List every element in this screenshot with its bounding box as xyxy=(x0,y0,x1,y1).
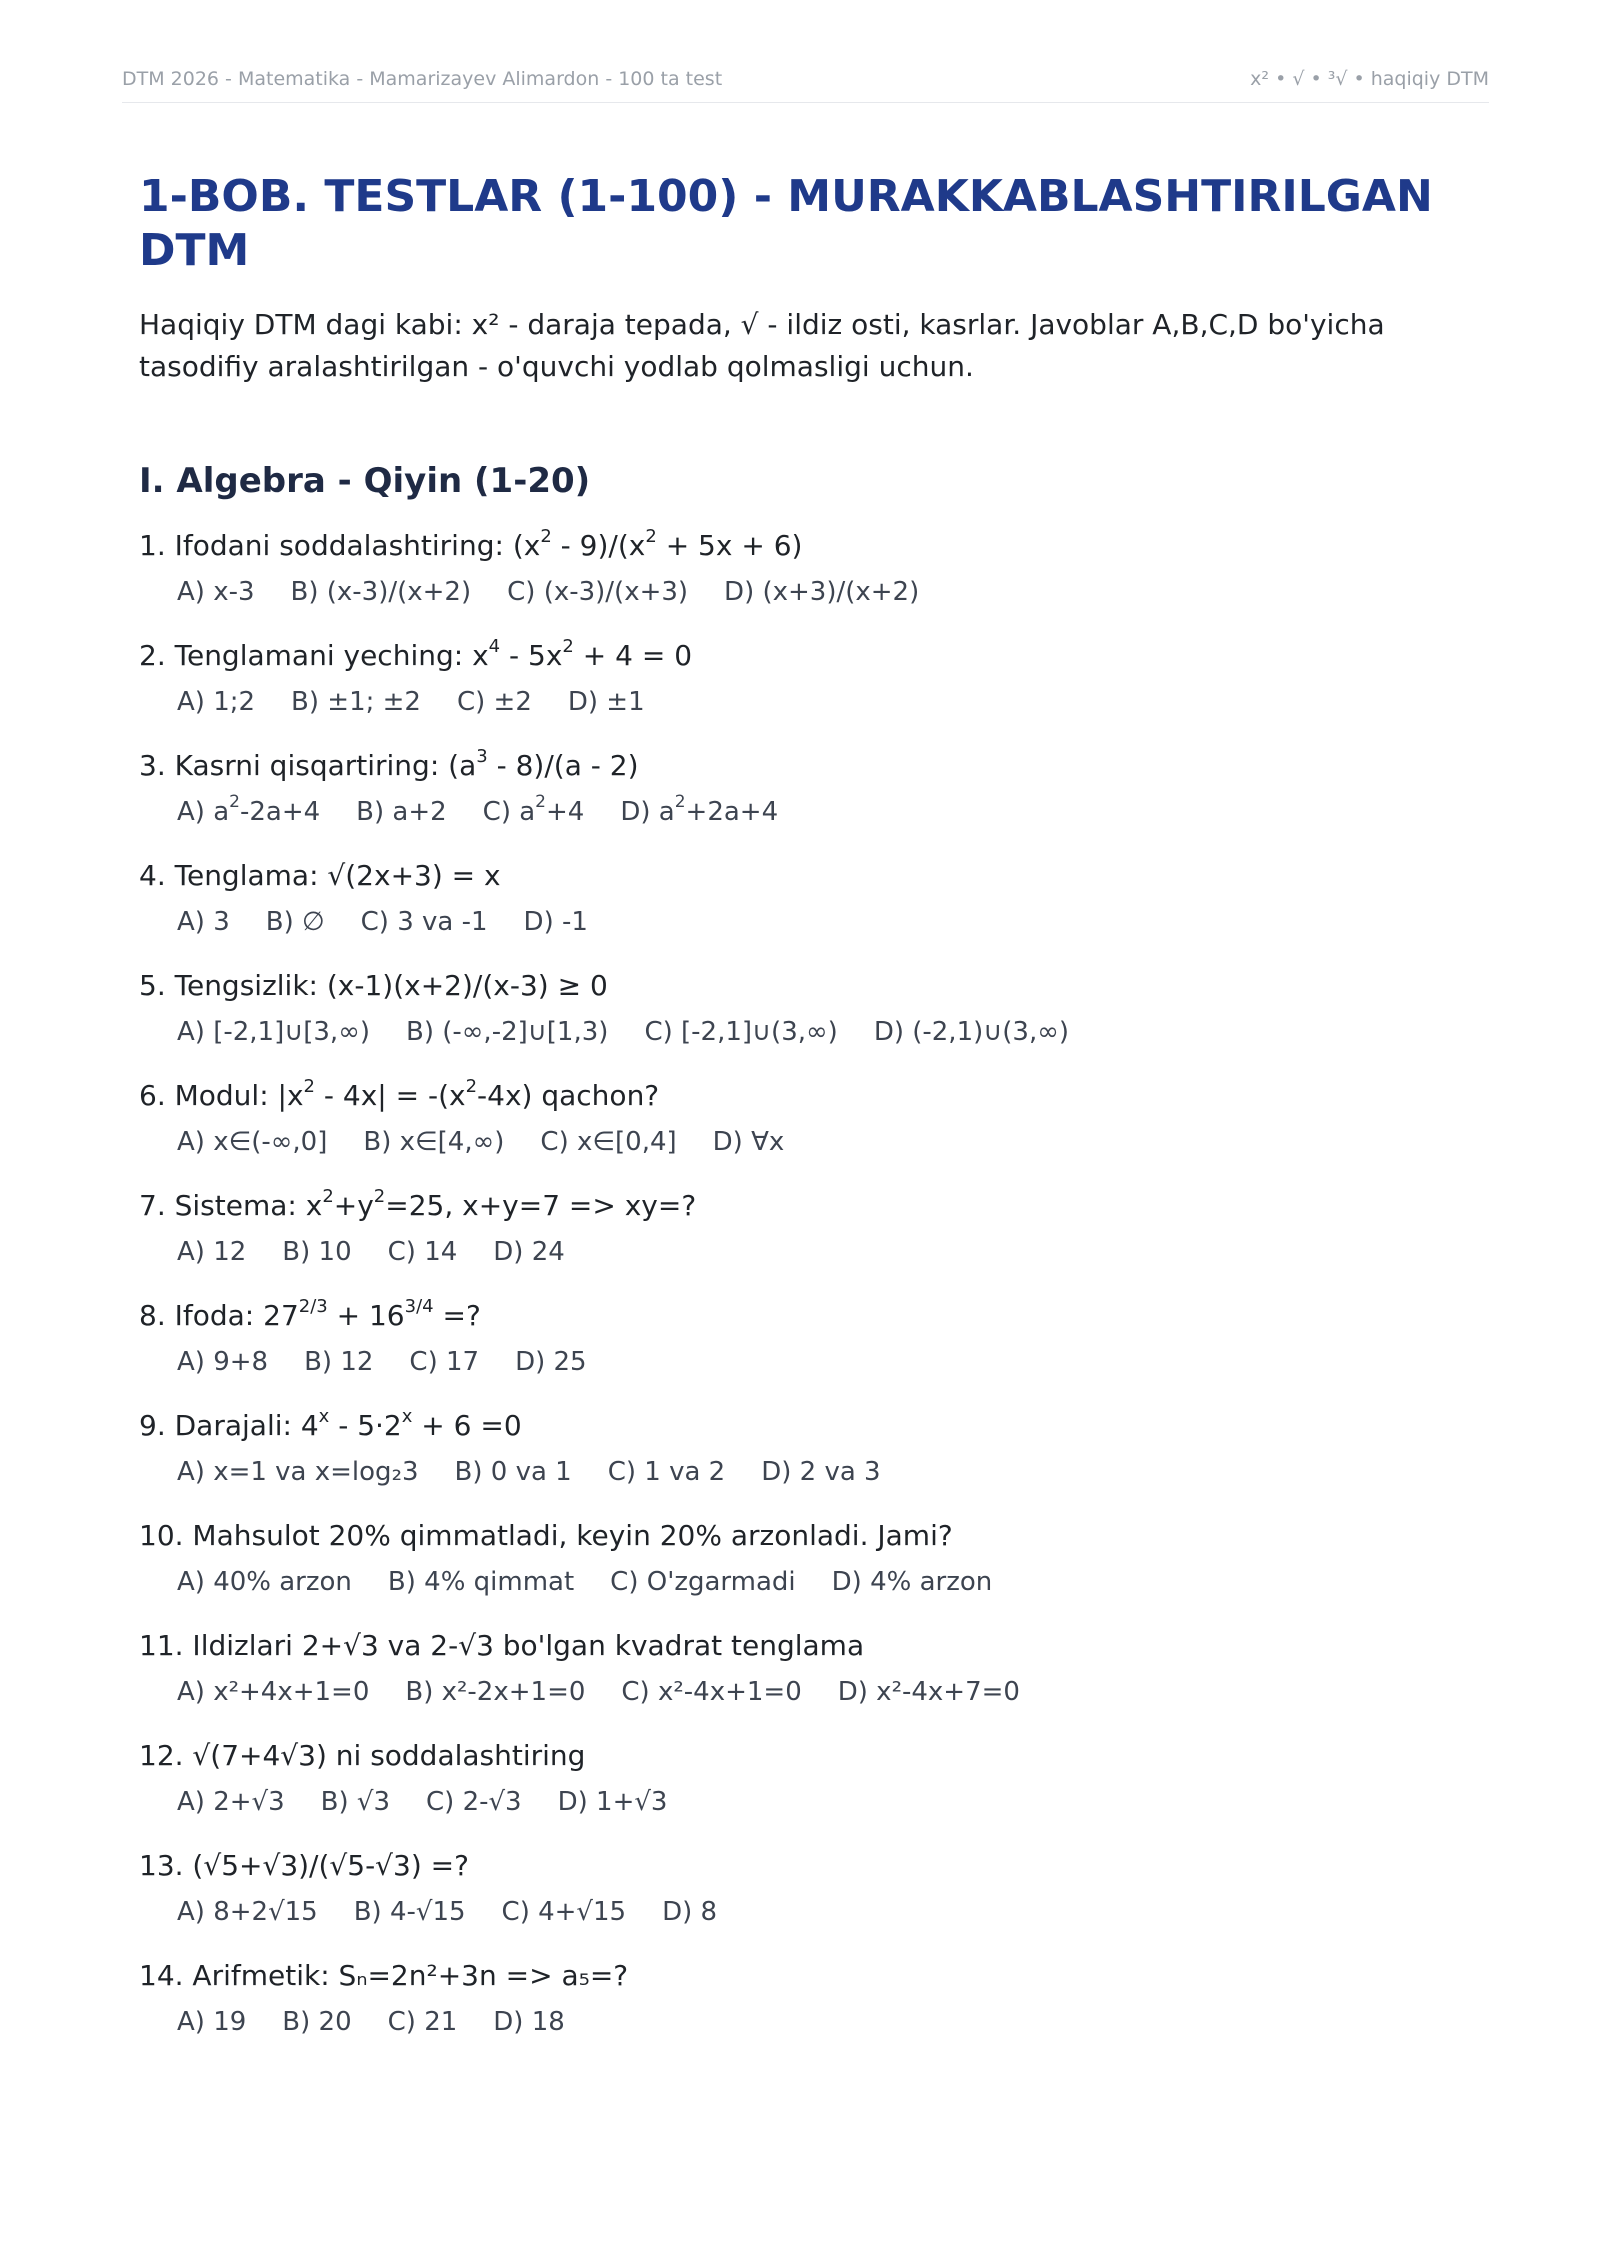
answer-options xyxy=(177,794,1470,830)
superscript: 3 xyxy=(476,745,488,767)
text-segment: 6. Modul: |x xyxy=(139,1079,304,1112)
text-segment: C) (x-3)/(x+3) xyxy=(507,577,689,607)
question-text xyxy=(139,1405,1470,1444)
question-text xyxy=(139,858,1470,894)
answer-option xyxy=(177,1234,246,1270)
text-segment: 14. Arifmetik: Sₙ=2n²+3n => a₅=? xyxy=(139,1959,629,1992)
text-segment: + 6 =0 xyxy=(412,1409,522,1442)
text-segment: A) x∈(-∞,0] xyxy=(177,1127,328,1157)
answer-option xyxy=(610,1564,795,1600)
text-segment: -4x) qachon? xyxy=(477,1079,660,1112)
text-segment: 4. Tenglama: √(2x+3) = x xyxy=(139,859,501,892)
answer-option xyxy=(363,1124,504,1160)
text-segment: A) 1;2 xyxy=(177,687,256,717)
answer-option xyxy=(662,1894,717,1930)
answer-option xyxy=(291,574,472,610)
text-segment: D) ±1 xyxy=(567,687,645,717)
text-segment: B) 12 xyxy=(304,1347,374,1377)
answer-option xyxy=(361,904,488,940)
superscript: 2 xyxy=(562,635,574,657)
superscript: 3/4 xyxy=(404,1295,434,1317)
text-segment: A) x-3 xyxy=(177,577,255,607)
question-text xyxy=(139,1075,1470,1114)
answer-option xyxy=(493,1234,565,1270)
text-segment: 1. Ifodani soddalashtiring: (x xyxy=(139,529,541,562)
question-text xyxy=(139,525,1470,564)
text-segment: A) x=1 va x=log₂3 xyxy=(177,1457,419,1487)
superscript: 2 xyxy=(373,1185,386,1207)
answer-options xyxy=(177,1454,1470,1490)
text-segment: -2a+4 xyxy=(239,797,321,827)
text-segment: +2a+4 xyxy=(685,797,779,827)
answer-option xyxy=(388,2004,458,2040)
text-segment: D) (x+3)/(x+2) xyxy=(724,577,920,607)
text-segment: + 16 xyxy=(327,1299,405,1332)
answer-option xyxy=(177,574,255,610)
answer-option xyxy=(558,1784,668,1820)
question-item xyxy=(139,1295,1470,1380)
text-segment: D) 24 xyxy=(493,1237,565,1267)
text-segment: + 5x + 6) xyxy=(656,529,803,562)
question-item xyxy=(139,968,1470,1050)
answer-option xyxy=(874,1014,1069,1050)
answer-option xyxy=(356,794,447,830)
answer-option xyxy=(644,1014,837,1050)
text-segment: D) 25 xyxy=(515,1347,587,1377)
answer-options xyxy=(177,1674,1470,1710)
text-segment: C) 2-√3 xyxy=(426,1787,522,1817)
answer-option xyxy=(502,1894,627,1930)
text-segment: A) 9+8 xyxy=(177,1347,269,1377)
answer-option xyxy=(483,794,585,830)
question-text xyxy=(139,1958,1470,1994)
superscript: 2/3 xyxy=(298,1295,328,1317)
text-segment: B) x∈[4,∞) xyxy=(363,1127,505,1157)
answer-options xyxy=(177,1234,1470,1270)
answer-option xyxy=(177,1674,369,1710)
answer-option xyxy=(177,904,230,940)
answer-options xyxy=(177,2004,1470,2040)
answer-option xyxy=(282,1234,351,1270)
answer-options xyxy=(177,574,1470,610)
answer-option xyxy=(177,1344,268,1380)
text-segment: A) 2+√3 xyxy=(177,1787,285,1817)
superscript: 2 xyxy=(322,1185,334,1207)
answer-options xyxy=(177,684,1470,720)
text-segment: A) 8+2√15 xyxy=(177,1897,318,1927)
text-segment: 3. Kasrni qisqartiring: (a xyxy=(139,749,477,782)
question-text xyxy=(139,635,1470,674)
answer-option xyxy=(177,1894,318,1930)
text-segment: B) 10 xyxy=(282,1237,352,1267)
answer-option xyxy=(608,1454,726,1490)
superscript: x xyxy=(318,1405,330,1427)
question-item xyxy=(139,1185,1470,1270)
answer-option xyxy=(713,1124,785,1160)
question-item xyxy=(139,1075,1470,1160)
answer-option xyxy=(304,1344,373,1380)
answer-option xyxy=(426,1784,522,1820)
question-item xyxy=(139,525,1470,610)
question-text xyxy=(139,1295,1470,1334)
question-item xyxy=(139,1848,1470,1930)
superscript: 4 xyxy=(488,635,501,657)
answer-option xyxy=(457,684,532,720)
text-segment: D) 2 va 3 xyxy=(761,1457,881,1487)
question-item xyxy=(139,1958,1470,2040)
text-segment: D) -1 xyxy=(523,907,588,937)
superscript: 2 xyxy=(465,1075,478,1097)
text-segment: A) 19 xyxy=(177,2007,247,2037)
answer-option xyxy=(515,1344,587,1380)
answer-option xyxy=(455,1454,572,1490)
question-list xyxy=(139,525,1470,2040)
answer-options xyxy=(177,904,1470,940)
superscript: 2 xyxy=(674,792,686,813)
answer-option xyxy=(832,1564,993,1600)
text-segment: 5. Tengsizlik: (x-1)(x+2)/(x-3) ≥ 0 xyxy=(139,969,608,1002)
answer-option xyxy=(291,684,421,720)
text-segment: D) a xyxy=(620,797,675,827)
answer-options xyxy=(177,1564,1470,1600)
text-segment: D) x²-4x+7=0 xyxy=(837,1677,1020,1707)
text-segment: A) 40% arzon xyxy=(177,1567,352,1597)
answer-option xyxy=(177,1564,352,1600)
question-item xyxy=(139,858,1470,940)
text-segment: C) 1 va 2 xyxy=(607,1457,726,1487)
text-segment: C) O'zgarmadi xyxy=(610,1567,796,1597)
superscript: 2 xyxy=(540,525,552,547)
text-segment: D) ∀x xyxy=(712,1127,785,1157)
text-segment: A) x²+4x+1=0 xyxy=(177,1677,370,1707)
answer-option xyxy=(177,2004,246,2040)
question-item xyxy=(139,1628,1470,1710)
answer-option xyxy=(406,1014,608,1050)
text-segment: D) 18 xyxy=(493,2007,565,2037)
answer-options xyxy=(177,1344,1470,1380)
answer-option xyxy=(507,574,688,610)
answer-option xyxy=(761,1454,880,1490)
superscript: 2 xyxy=(645,525,657,547)
text-segment: B) (-∞,-2]∪[1,3) xyxy=(406,1017,609,1047)
answer-option xyxy=(266,904,325,940)
text-segment: 2. Tenglamani yeching: x xyxy=(139,639,489,672)
question-text xyxy=(139,745,1470,784)
superscript: x xyxy=(401,1405,413,1427)
text-segment: 13. (√5+√3)/(√5-√3) =? xyxy=(139,1849,469,1882)
text-segment: B) ±1; ±2 xyxy=(291,687,421,717)
text-segment: 12. √(7+4√3) ni soddalashtiring xyxy=(139,1739,586,1772)
answer-option xyxy=(177,1124,327,1160)
superscript: 2 xyxy=(303,1075,315,1097)
question-text xyxy=(139,1518,1470,1554)
answer-options xyxy=(177,1784,1470,1820)
text-segment: - 8)/(a - 2) xyxy=(487,749,639,782)
text-segment: - 5x xyxy=(500,639,563,672)
text-segment: =25, x+y=7 => xy=? xyxy=(385,1189,697,1222)
answer-option xyxy=(177,1784,285,1820)
answer-option xyxy=(621,1674,801,1710)
superscript: 2 xyxy=(229,792,240,813)
text-segment: B) 4-√15 xyxy=(353,1897,466,1927)
text-segment: B) (x-3)/(x+2) xyxy=(290,577,472,607)
text-segment: D) 4% arzon xyxy=(831,1567,993,1597)
answer-option xyxy=(524,904,588,940)
section-title: I. Algebra - Qiyin (1-20) xyxy=(139,461,591,501)
text-segment: A) 3 xyxy=(177,907,230,937)
answer-option xyxy=(724,574,919,610)
text-segment: B) √3 xyxy=(320,1787,390,1817)
page-content xyxy=(139,170,1470,2040)
answer-option xyxy=(388,1234,458,1270)
page-header xyxy=(122,68,1489,103)
text-segment: C) x²-4x+1=0 xyxy=(621,1677,802,1707)
text-segment: C) 14 xyxy=(387,1237,458,1267)
question-item xyxy=(139,1405,1470,1490)
text-segment: A) a xyxy=(177,797,230,827)
intro-paragraph: Haqiqiy DTM dagi kabi: x² - daraja tepada, √ - ildiz osti, kasrlar. Javoblar A,B,C,D bo'yicha tasodifiy aralashtirilgan - o'quvchi yodlab qolmasligi uchun. xyxy=(139,308,1385,383)
answer-option xyxy=(540,1124,676,1160)
answer-option xyxy=(177,794,320,830)
question-text xyxy=(139,968,1470,1004)
text-segment: A) [-2,1]∪[3,∞) xyxy=(177,1017,370,1047)
text-segment: D) 8 xyxy=(662,1897,718,1927)
answer-option xyxy=(177,1014,370,1050)
text-segment: 7. Sistema: x xyxy=(139,1189,323,1222)
text-segment: B) a+2 xyxy=(356,797,447,827)
text-segment: C) x∈[0,4] xyxy=(540,1127,677,1157)
text-segment: C) 21 xyxy=(387,2007,458,2037)
text-segment: 9. Darajali: 4 xyxy=(139,1409,319,1442)
header-right-text: x² • √ • ³√ • haqiqiy DTM xyxy=(1250,68,1489,90)
text-segment: 10. Mahsulot 20% qimmatladi, keyin 20% arzonladi. Jami? xyxy=(139,1519,953,1552)
text-segment: + 4 = 0 xyxy=(573,639,693,672)
answer-option xyxy=(409,1344,479,1380)
answer-option xyxy=(321,1784,390,1820)
text-segment: A) 12 xyxy=(177,1237,247,1267)
answer-option xyxy=(282,2004,351,2040)
text-segment: D) (-2,1)∪(3,∞) xyxy=(873,1017,1070,1047)
question-text xyxy=(139,1185,1470,1224)
text-segment: C) 4+√15 xyxy=(501,1897,627,1927)
chapter-title: 1-BOB. TESTLAR (1-100) - MURAKKABLASHTIRILGAN DTM xyxy=(139,171,1433,276)
question-text xyxy=(139,1738,1470,1774)
text-segment: D) 1+√3 xyxy=(557,1787,668,1817)
text-segment: - 9)/(x xyxy=(551,529,646,562)
text-segment: B) ∅ xyxy=(265,907,325,937)
question-item xyxy=(139,745,1470,830)
answer-option xyxy=(568,684,645,720)
text-segment: C) 17 xyxy=(409,1347,480,1377)
text-segment: - 4x| = -(x xyxy=(315,1079,466,1112)
text-segment: 8. Ifoda: 27 xyxy=(139,1299,299,1332)
text-segment: B) 0 va 1 xyxy=(454,1457,572,1487)
text-segment: =? xyxy=(433,1299,481,1332)
text-segment: C) a xyxy=(482,797,536,827)
answer-options xyxy=(177,1124,1470,1160)
superscript: 2 xyxy=(535,792,546,813)
answer-options xyxy=(177,1014,1470,1050)
question-text xyxy=(139,1848,1470,1884)
text-segment: B) 20 xyxy=(282,2007,352,2037)
text-segment: 11. Ildizlari 2+√3 va 2-√3 bo'lgan kvadrat tenglama xyxy=(139,1629,865,1662)
question-item xyxy=(139,1518,1470,1600)
answer-option xyxy=(405,1674,585,1710)
answer-option xyxy=(620,794,778,830)
answer-option xyxy=(354,1894,466,1930)
answer-option xyxy=(177,1454,419,1490)
text-segment: C) 3 va -1 xyxy=(360,907,488,937)
question-text xyxy=(139,1628,1470,1664)
answer-options xyxy=(177,1894,1470,1930)
answer-option xyxy=(838,1674,1020,1710)
question-item xyxy=(139,1738,1470,1820)
answer-option xyxy=(493,2004,565,2040)
text-segment: B) 4% qimmat xyxy=(387,1567,575,1597)
question-item xyxy=(139,635,1470,720)
header-left-text: DTM 2026 - Matematika - Mamarizayev Alimardon - 100 ta test xyxy=(122,68,723,90)
answer-option xyxy=(388,1564,574,1600)
text-segment: +4 xyxy=(546,797,585,827)
text-segment: B) x²-2x+1=0 xyxy=(405,1677,586,1707)
text-segment: - 5·2 xyxy=(329,1409,402,1442)
answer-option xyxy=(177,684,255,720)
text-segment: C) [-2,1]∪(3,∞) xyxy=(644,1017,838,1047)
text-segment: C) ±2 xyxy=(456,687,532,717)
text-segment: +y xyxy=(333,1189,374,1222)
